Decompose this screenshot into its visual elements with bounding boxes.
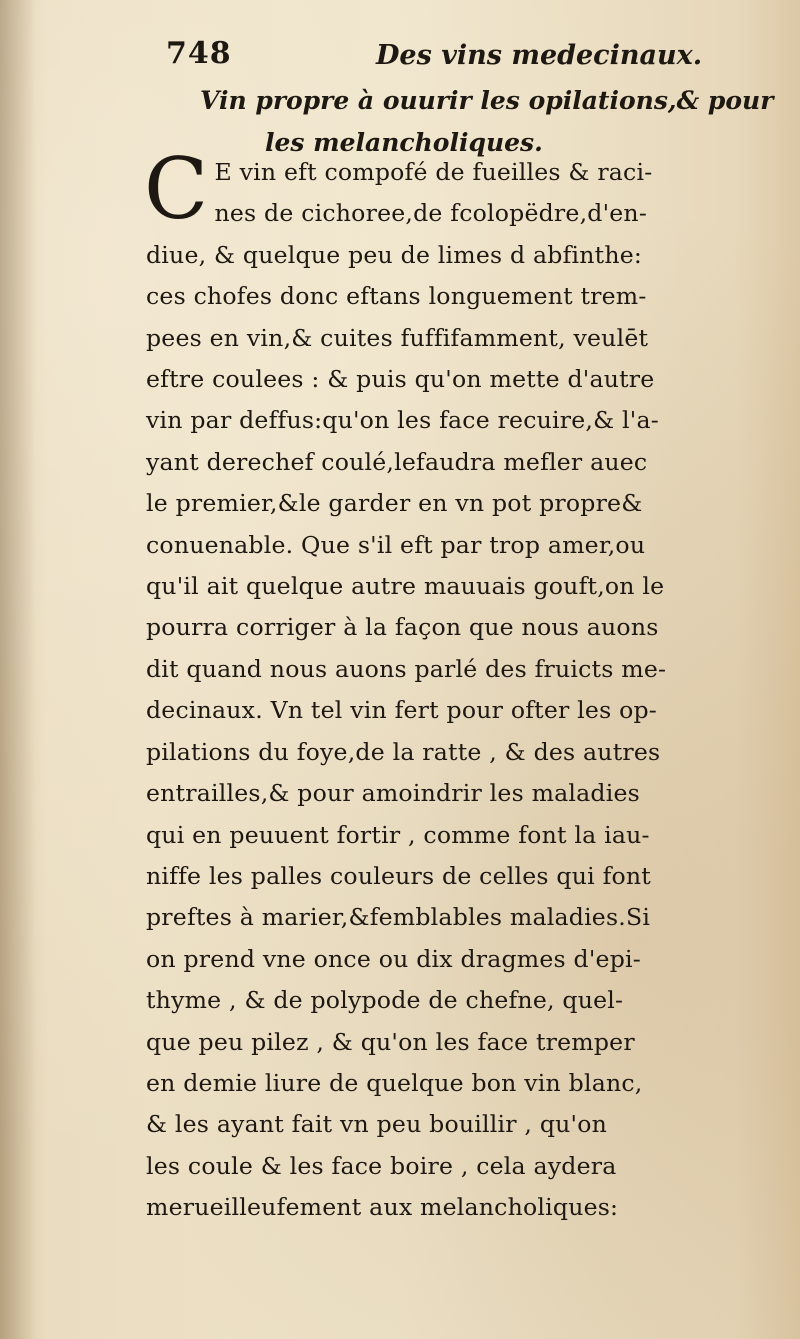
text-line: pilations du foye,de la ratte , & des autres — [146, 737, 661, 766]
text-line: ces chofes donc eftans longuement trem- — [146, 282, 647, 311]
text-line: dit quand nous auons parlé des fruicts me- — [146, 654, 667, 683]
text-line: decinaux. Vn tel vin fert pour ofter les op- — [146, 696, 657, 725]
text-line: pees en vin,& cuites fuffifamment, veulēt — [146, 323, 649, 352]
text-line: on prend vne once ou dix dragmes d'epi- — [146, 944, 641, 973]
drop-cap: C — [144, 140, 209, 238]
text-line: conuenable. Que s'il eft par trop amer,ou — [146, 530, 646, 559]
chapter-heading-line-2: les melancholiques. — [265, 128, 543, 157]
text-line: pourra corriger à la façon que nous auons — [146, 613, 659, 642]
gutter-shadow — [0, 0, 36, 1339]
text-line: niffe les palles couleurs de celles qui font — [146, 861, 651, 890]
text-line: merueilleufement aux melancholiques: — [146, 1193, 619, 1222]
page-number: 748 — [166, 36, 232, 71]
text-line: le premier,&le garder en vn pot propre& — [146, 489, 643, 518]
text-line: eftre coulees : & puis qu'on mette d'autre — [146, 365, 655, 394]
text-line: qu'il ait quelque autre mauuais gouft,on le — [146, 572, 665, 601]
text-line: qui en peuuent fortir , comme font la iau- — [146, 820, 650, 849]
running-title: Des vins medecinaux. — [376, 40, 703, 71]
text-line: thyme , & de polypode de chefne, quel- — [146, 986, 624, 1015]
text-line: E vin eft compofé de fueilles & raci- — [214, 158, 653, 186]
running-head — [166, 36, 726, 82]
text-line: que peu pilez , & qu'on les face tremper — [146, 1027, 635, 1056]
text-line: en demie liure de quelque bon vin blanc, — [146, 1068, 643, 1097]
text-line: & les ayant fait vn peu bouillir , qu'on — [146, 1110, 608, 1139]
text-line: preftes à marier,&femblables maladies.Si — [146, 903, 651, 932]
text-line: nes de cichoree,de fcolopëdre,d'en- — [214, 199, 647, 228]
text-line: les coule & les face boire , cela aydera — [146, 1151, 617, 1180]
text-line: diue, & quelque peu de limes d abfinthe: — [146, 240, 643, 269]
text-line: vin par deffus:qu'on les face recuire,& l'a- — [146, 406, 659, 435]
chapter-heading-line-1: Vin propre à ouurir les opilations,& pour — [200, 86, 774, 115]
text-line: entrailles,& pour amoindrir les maladies — [146, 779, 640, 808]
text-line: yant derechef coulé,lefaudra mefler auec — [146, 447, 648, 476]
